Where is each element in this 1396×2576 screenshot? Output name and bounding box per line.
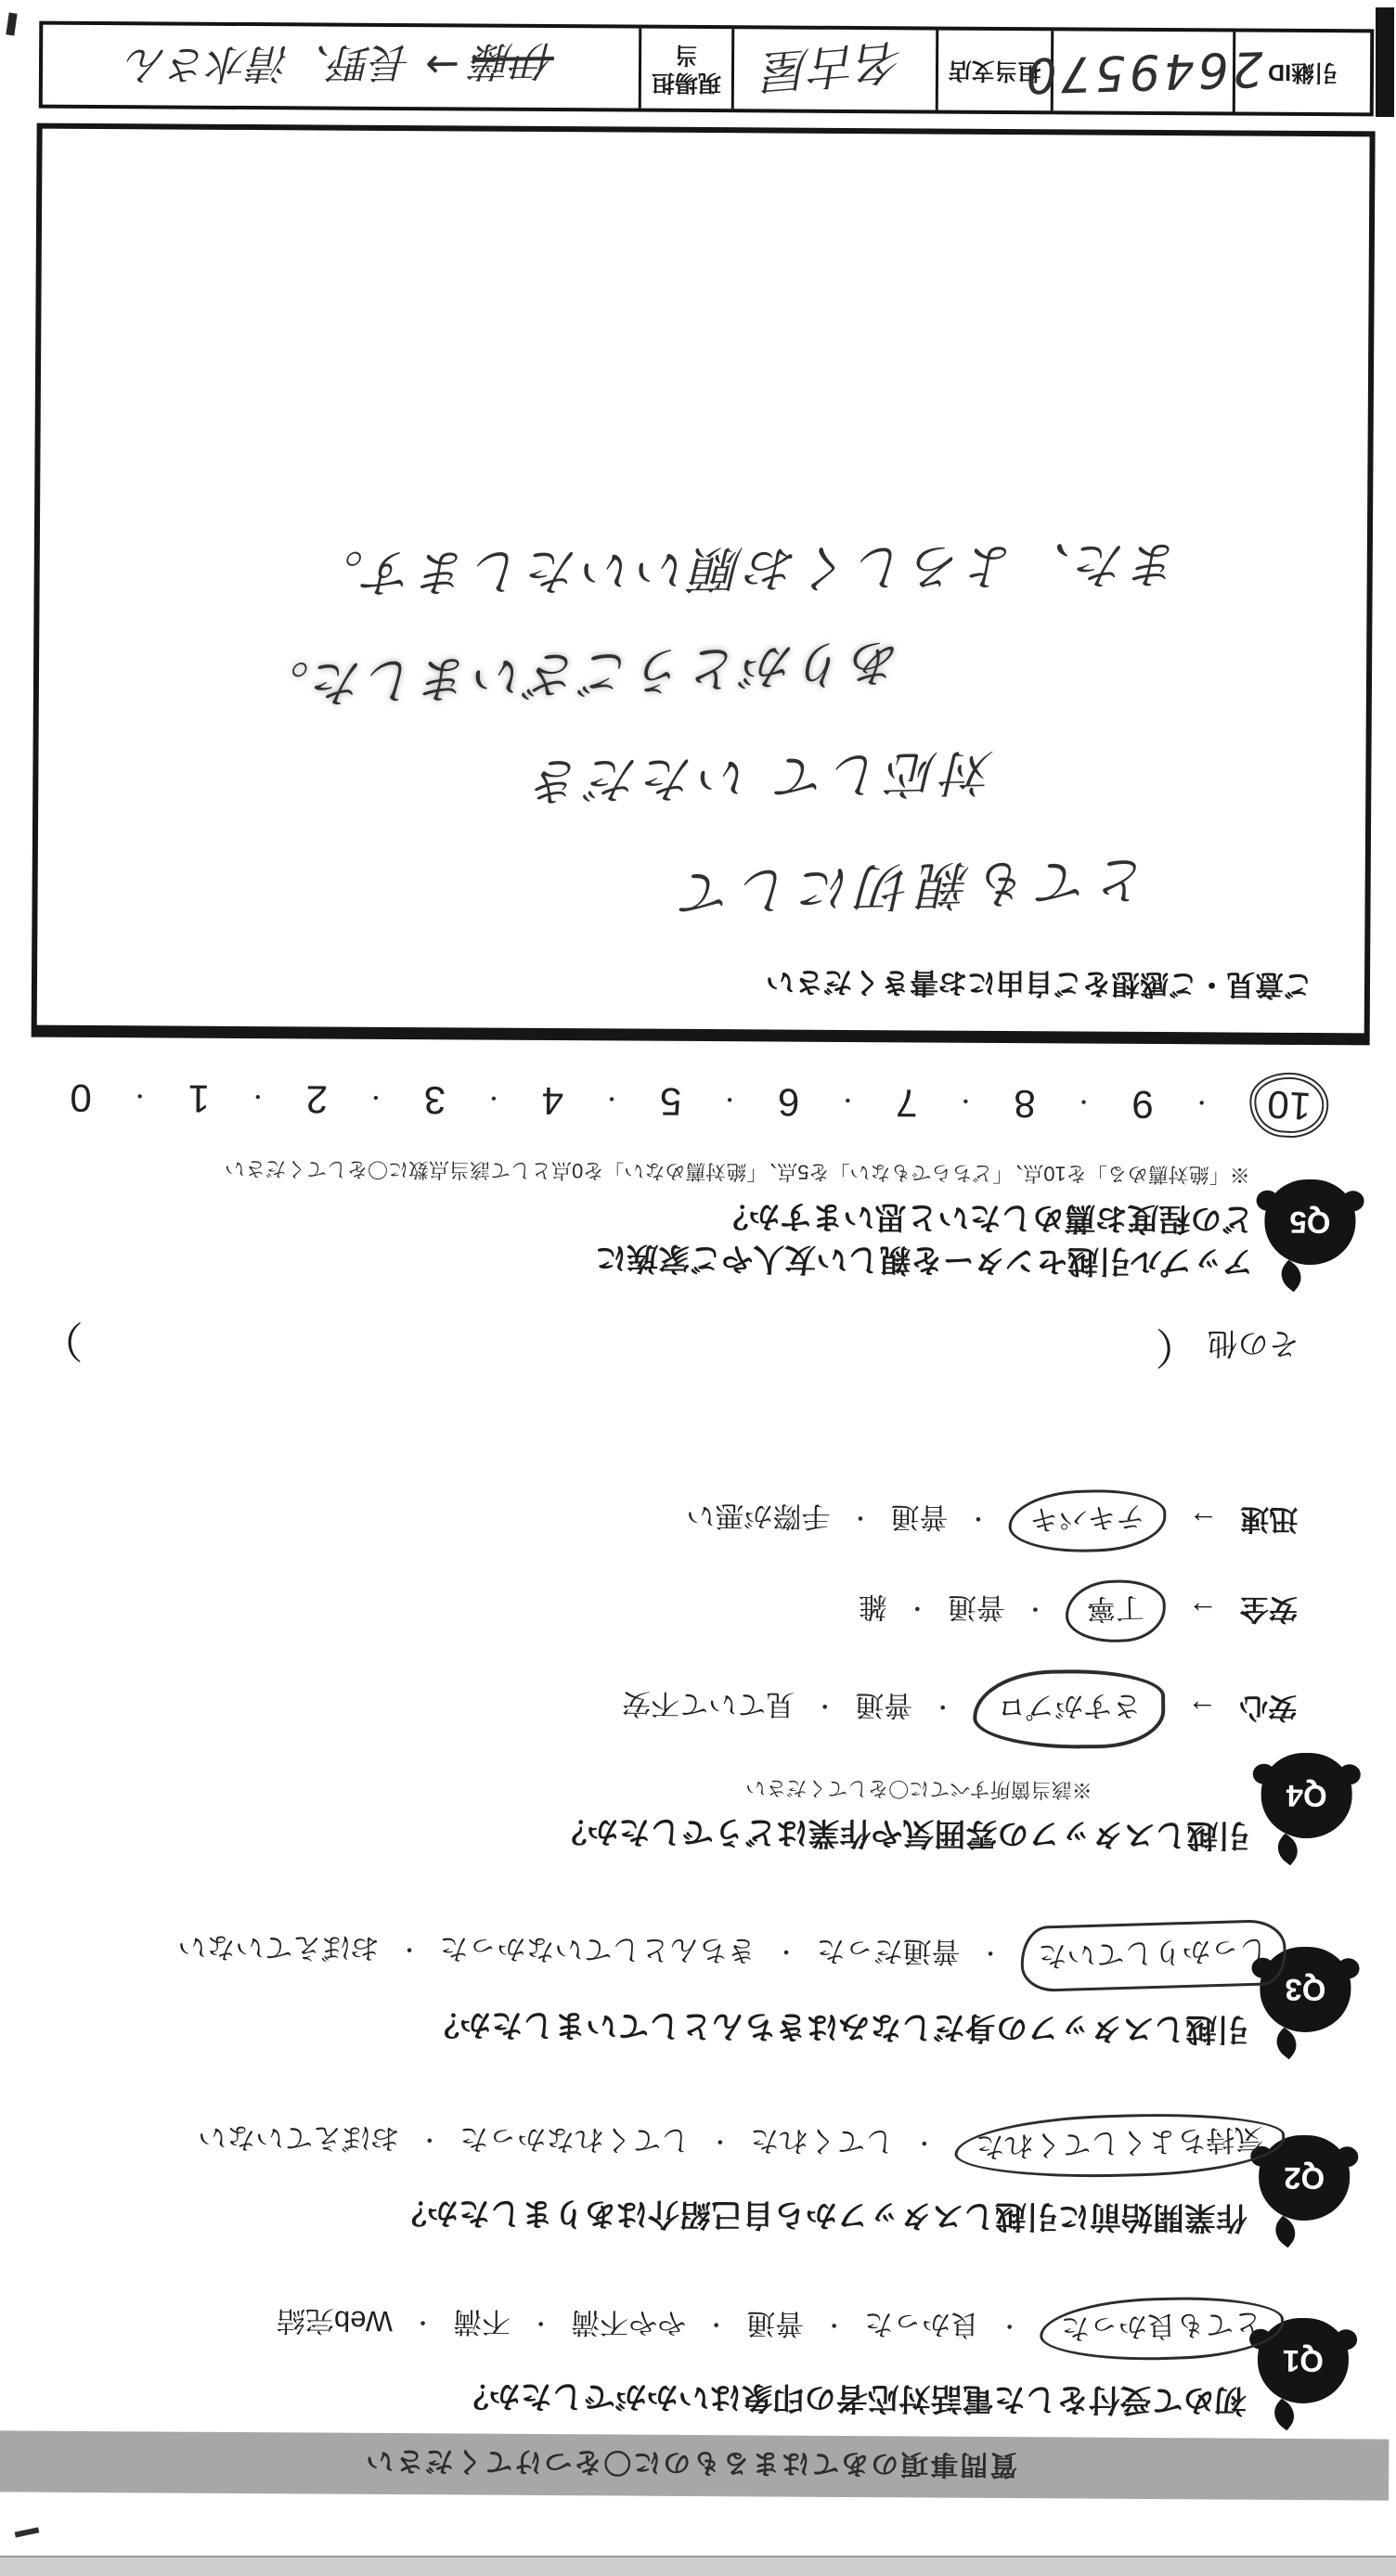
badge-head xyxy=(1260,1753,1352,1839)
option-circled-answer: しっかりしていた xyxy=(1020,1919,1287,1992)
option-separator-dot: ・ xyxy=(482,1085,506,1111)
handover-id-handwritten-value: 2649570 xyxy=(1021,40,1265,103)
option-separator-dot: ・ xyxy=(128,1082,151,1108)
option: Web完結 xyxy=(276,2304,394,2338)
scan-artifact-bottom-edge xyxy=(0,2556,1396,2576)
handwritten-comment-line-4: また、よろしくお願いいたします。 xyxy=(308,534,1182,603)
q4-title: 引越しスタッフの雰囲気や作業はどうでしたか？ xyxy=(555,1813,1250,1853)
option: 7 xyxy=(896,1081,918,1126)
option-separator-dot: ・ xyxy=(364,1084,387,1110)
option: 9 xyxy=(1131,1082,1154,1127)
option-separator-dot: ・ xyxy=(774,1938,798,1965)
option-separator-dot: ・ xyxy=(931,1694,955,1720)
option-separator-dot: ・ xyxy=(411,2309,435,2336)
q4-other-row xyxy=(40,1313,1299,1382)
option-separator-dot: ・ xyxy=(905,1594,929,1622)
option-separator-dot: ・ xyxy=(836,1087,860,1113)
q4-other-label: その他 xyxy=(1207,1326,1299,1361)
option: してくれた xyxy=(750,2124,895,2158)
q4-row-jinsoku xyxy=(0,1483,1299,1553)
question-3-section xyxy=(0,1915,1392,2051)
option-circled-answer: テキパキ xyxy=(1008,1488,1168,1554)
q2-options xyxy=(0,2107,1286,2177)
crossed-out-staff-name: 伊藤 xyxy=(472,36,555,85)
q3-title: 引越しスタッフの身だしなみはきちんとしていましたか？ xyxy=(428,2006,1249,2047)
option: 普通 xyxy=(855,1689,913,1722)
sprout-leaf-icon xyxy=(1269,2215,1301,2248)
staff-label: 現場担当 xyxy=(651,41,722,97)
option: 8 xyxy=(1014,1082,1036,1127)
q5-note: ※「絶対薦める」を10点、「どちらでもない」を5点、「絶対薦めない」を0点として該当点数に〇をしてください xyxy=(224,1156,1250,1187)
option: 0 xyxy=(70,1075,92,1121)
branch-handwritten-value: 名古屋 xyxy=(763,32,907,98)
option-separator-dot: ・ xyxy=(704,2311,729,2338)
instruction-bar xyxy=(0,2430,1389,2500)
option-separator-dot: ・ xyxy=(998,2312,1022,2339)
sprout-leaf-icon xyxy=(1268,2398,1300,2430)
q1-badge-label: Q1 xyxy=(1282,2343,1325,2379)
q4-row-options xyxy=(686,1488,1166,1552)
option-separator-dot: ・ xyxy=(813,1693,837,1719)
option: 普通だった xyxy=(816,1934,961,1968)
q4-row-anzen xyxy=(0,1573,1298,1643)
branch-value-cell xyxy=(731,29,937,109)
q5-rating-scale xyxy=(70,1065,1328,1138)
option-separator-dot: ・ xyxy=(966,1505,990,1532)
q2-title: 作業開始前に引越しスタッフから自己紹介はありましたか？ xyxy=(394,2195,1248,2235)
staff-label-cell xyxy=(639,29,732,109)
option-circled-answer: 10 xyxy=(1248,1070,1331,1140)
scan-artifact-right-bar xyxy=(1376,7,1394,117)
option: 不満 xyxy=(453,2305,511,2338)
q4-row-label: 迅速 xyxy=(1240,1502,1299,1536)
option-separator-dot: ・ xyxy=(978,1939,1002,1966)
option-circled-answer: さすがプロ xyxy=(973,1668,1166,1749)
sprout-leaf-icon xyxy=(1274,1259,1307,1292)
q4-row-label: 安心 xyxy=(1239,1691,1298,1724)
option: 普通 xyxy=(947,1591,1005,1625)
handwritten-comment-line-3: ありがとうございました。 xyxy=(254,632,903,715)
sprout-leaf-icon xyxy=(1270,2027,1302,2059)
option: 2 xyxy=(305,1077,329,1122)
q5-badge-label: Q5 xyxy=(1289,1204,1331,1241)
free-comment-box xyxy=(32,123,1376,1046)
q4-note: ※該当箇所すべてに〇をしてください xyxy=(745,1776,1092,1802)
q5-title-line2: どの程度お薦めしたいと思いますか？ xyxy=(717,1198,1254,1237)
question-5-section xyxy=(0,1064,1396,1283)
q3-options xyxy=(0,1915,1286,1989)
option: 見ていて不安 xyxy=(622,1687,795,1721)
question-4-section xyxy=(0,1312,1396,1857)
staff-names: 長野、清水さん xyxy=(126,37,413,89)
branch-label: 担当支店 xyxy=(948,57,1041,84)
option-separator-dot: ・ xyxy=(601,1085,624,1112)
option-separator-dot: ・ xyxy=(1190,1088,1213,1114)
staff-handwritten-value xyxy=(126,34,555,98)
option: 普通 xyxy=(890,1501,949,1534)
option-separator-dot: ・ xyxy=(529,2310,553,2337)
option: 6 xyxy=(777,1080,800,1125)
option-separator-dot: ・ xyxy=(848,1504,872,1531)
option: 3 xyxy=(423,1078,446,1123)
option-separator-dot: ・ xyxy=(912,2129,937,2157)
option: おぼえていない xyxy=(198,2120,400,2156)
option-separator-dot: ・ xyxy=(1023,1595,1047,1622)
staff-value-cell xyxy=(43,25,640,109)
question-2-section xyxy=(0,2107,1391,2239)
q4-row-options xyxy=(622,1668,1166,1750)
option: おぼえていない xyxy=(177,1930,380,1964)
correction-arrow: → xyxy=(425,41,460,90)
q2-badge-label: Q2 xyxy=(1284,2160,1325,2196)
option-circled-answer: 気持ちよくしてくれた xyxy=(953,2110,1286,2182)
option-separator-dot: ・ xyxy=(418,2126,442,2153)
q5-badge-icon xyxy=(1264,1179,1356,1288)
option: きちんとしていなかった xyxy=(439,1932,756,1967)
option-separator-dot: ・ xyxy=(397,1936,421,1963)
handover-id-value-cell xyxy=(1021,31,1265,111)
q1-title: 初めて受付をした電話対応者の印象はいかがでしたか？ xyxy=(457,2377,1247,2418)
badge-head xyxy=(1264,1179,1356,1266)
arrow-right-icon: → xyxy=(1187,1595,1218,1629)
close-paren: ） xyxy=(40,1316,84,1365)
option-separator-dot: ・ xyxy=(1072,1088,1095,1114)
option: してくれなかった xyxy=(459,2122,691,2157)
question-1-section xyxy=(0,2290,1390,2422)
option-circled-answer: とても良かった xyxy=(1039,2294,1285,2363)
handwritten-comment-line-1: とても親切にして xyxy=(673,848,1151,922)
option: 4 xyxy=(541,1078,564,1124)
q4-row-label: 安全 xyxy=(1239,1592,1299,1626)
q4-other-left xyxy=(1155,1320,1299,1382)
handwritten-comment-line-2: 対応して いただき xyxy=(526,742,995,811)
option: 手際が悪い xyxy=(686,1499,831,1533)
q4-row-anshin xyxy=(0,1663,1297,1750)
q4-row-options xyxy=(859,1578,1166,1642)
q4-badge-icon xyxy=(1260,1753,1352,1861)
option: 1 xyxy=(187,1076,211,1121)
q5-title-line1: アップル引越センターを親しい友人やご家族に xyxy=(595,1240,1254,1280)
option-circled-answer: 丁寧 xyxy=(1065,1578,1167,1643)
instruction-bar-text: 質問事項のあてはまるものに〇をつけてください xyxy=(364,2444,1018,2480)
open-paren: （ xyxy=(1155,1323,1198,1372)
option: 5 xyxy=(659,1079,682,1124)
arrow-right-icon: → xyxy=(1188,1505,1219,1539)
q3-badge-label: Q3 xyxy=(1285,1972,1326,2008)
option-separator-dot: ・ xyxy=(954,1088,977,1114)
option: 普通 xyxy=(746,2307,805,2340)
option-separator-dot: ・ xyxy=(718,1086,742,1112)
comment-box-caption: ご意見・ご感想をご自由にお書きください xyxy=(765,965,1313,1002)
sprout-leaf-icon xyxy=(1272,1833,1304,1865)
arrow-right-icon: → xyxy=(1187,1694,1218,1728)
handover-table xyxy=(39,21,1375,117)
option: 良かった xyxy=(864,2308,980,2341)
option: やや不満 xyxy=(571,2306,687,2339)
option-separator-dot: ・ xyxy=(708,2128,732,2155)
q1-options xyxy=(0,2290,1284,2360)
option-separator-dot: ・ xyxy=(246,1083,269,1109)
q4-badge-label: Q4 xyxy=(1286,1778,1327,1814)
handover-id-label: 引継ID xyxy=(1267,58,1338,86)
option-separator-dot: ・ xyxy=(822,2312,847,2338)
option: 雑 xyxy=(858,1591,887,1624)
